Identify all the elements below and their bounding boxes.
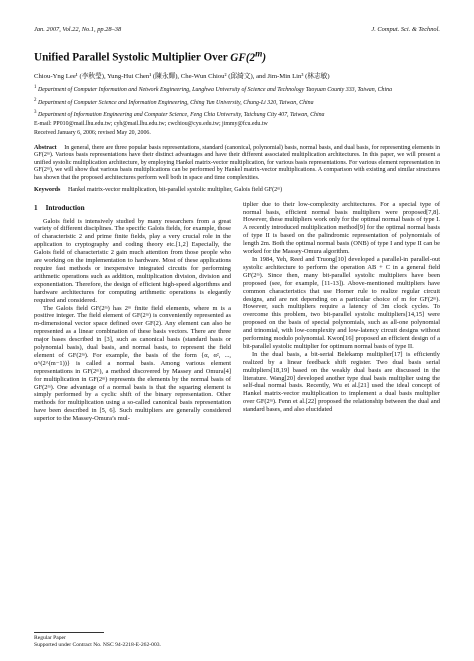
abstract-text: In general, there are three popular basis representations, standard (canonical, polynomial) basis, normal basis, and dual basis, for representing elements in GF(2ᵐ). Various basis representations have their distinct advantages and have their different associated multiplication architectures. In this paper, we will present a unified systolic multiplication architecture, by employing Hankel matrix-vector multiplication, for various basis representations. For various element representation in GF(2ᵐ), we will show that various basis multiplications can be performed by Hankel matrix-vector multiplications. A comparison with existing and similar structures has shown that the proposed architectures perform well both in space and time complexities. — [34, 144, 440, 181]
right-column — [243, 201, 440, 423]
running-header — [34, 26, 440, 44]
body-columns — [34, 201, 440, 423]
abstract — [34, 145, 440, 183]
paper-title — [34, 48, 440, 65]
author-list: Chiou-Yng Lee¹ (李秋瑩), Yung-Hui Chen¹ (陳永輝), Che-Wun Chiou² (邱綺文), and Jim-Min Lin³ (林志敏) — [34, 72, 330, 80]
affiliation-1: $^1$ Department of Computer Information and Network Engineering, Lunghwa University of Science and Technology Taoyuan County 333, Taiwan, China — [34, 85, 393, 94]
abstract-label: Abstract — [34, 144, 57, 151]
body-paragraph: The Galois field GF(2ᵐ) has 2ᵐ finite field elements, where m is a positive integer. The field element of GF(2ᵐ) is conveniently represented as m-dimensional vector space defined over GF(2). Any element can also be represented as a linear combination of these basis vectors. There are three major bases described in [3], such as canonical basis (standard basis or polynomial basis), dual basis, and normal basis, to represent the field element of GF(2ᵐ). For example, the basis of the form {α, α², ..., α^(2^(m−1))} is called a normal basis. Among various element representations in GF(2ᵐ), a method discovered by Massey and Omura[4] for multiplication in GF(2ᵐ) represents the elements by the normal basis of GF(2ᵐ). One advantage of a normal basis is that the squaring element is simply performed by a cyclic shift of the binary representation. Other methods for multiplication using a so-called canonical basis representation have been described in [5, 6]. Such multipliers are generally considered superior to the Massey-Omura’s mul- — [34, 304, 231, 423]
title-text: Unified Parallel Systolic Multiplier Over — [34, 51, 228, 64]
body-paragraph: In 1984, Yeh, Reed and Truong[10] developed a parallel-in parallel-out systolic architecture to perform the operation AB + C in a general field GF(2ᵐ). Since then, many bit-parallel systolic multipliers have been proposed (see, for example, [11-13]). Above-mentioned multipliers have common characteristics that use Horner rule to realize regular circuit designs, and are not depending on a particular choice of m for GF(2ᵐ). However, such multipliers require a latency of 3m clock cycles. To overcome this problem, two bit-parallel systolic multipliers[14,15] were proposed on the basis of special polynomials, such as all-one polynomial and trinomial, with low-complexity and low-latency circuit designs without performing modulo polynomial. Kwon[16] proposed an efficient design of a bit-parallel systolic multiplier for optimum normal basis of type II. — [243, 255, 440, 350]
received-dates: Received January 6, 2006; revised May 20, 2006. — [34, 130, 151, 137]
footnote-rule — [34, 632, 104, 633]
section-heading: 1 Introduction — [34, 203, 85, 212]
body-paragraph: tiplier due to their low-complexity architectures. For a special type of normal basis, efficient normal basis multipliers were proposed[7,8]. However, these multipliers work only for the optimal normal basis of type I. A recently introduced multiplication method[9] for the optimal normal basis of type II is based on the palindromic representation of polynomials of length 2m. Both the optimal normal basis (ONB) of type I and type II can be worked for the Massey-Omura algorithm. — [243, 200, 440, 256]
author-emails: E-mail: PP010@mail.lhu.edu.tw; cyh@mail.lhu.edu.tw; cwchiou@cyu.edu.tw; jimmy@fcu.edu.tw — [34, 121, 268, 128]
affiliation-2: $^2$ Department of Computer Science and Information Engineering, Ching Yun University, Chung-Li 320, Taiwan, China — [34, 97, 314, 106]
left-column — [34, 201, 231, 423]
body-paragraph: In the dual basis, a bit-serial Belekamp multiplier[17] is efficiently realized by a linear feedback shift register. Two dual basis serial multipliers[18,19] based on the weakly dual basis are discussed in the literature. Wang[20] developed another type dual basis multiplier using the self-dual normal basis. Recently, Wu et al.[21] used the ideal concept of Hankel matrix-vector multiplication to implement a dual basis multiplier over GF(2ᵐ). Fenn et al.[22] proposed the relationship between the dual and standard bases, and also elucidated — [243, 350, 440, 414]
keywords-text: Hankel matrix-vector multiplication, bit-parallel systolic multiplier, Galois field GF(2ᵐ) — [67, 187, 283, 194]
footnote-paper-type: Regular Paper — [34, 635, 66, 641]
keywords — [34, 187, 440, 195]
footnote — [34, 632, 231, 649]
body-paragraph: Galois field is intensively studied by many researchers from a great variety of different disciplines. The specific Galois fields, for example, those of characteristic 2 and prime finite fields, play a very crucial role in the application to cryptography and coding theory etc.[1,2] Especially, the Galois field of characteristic 2 gain much attention from those people who are working on the implementation to hardware. Most of these applications require fast methods or inexpensive integrated circuits for performing arithmetic operations such as addition, multiplication division, division and exponentiation. Therefore, the design of efficient high-speed algorithms and hardware architectures for computing arithmetic operations is elegantly required and considered. — [34, 217, 231, 304]
keywords-label: Keywords — [34, 187, 61, 194]
title-field: GF(2$^m$) — [230, 49, 267, 64]
header-journal: J. Comput. Sci. & Technol. — [371, 26, 440, 33]
affiliation-3: $^3$ Department of Information Engineering and Computer Science, Feng Chia University, Taichung City 407, Taiwan, China — [34, 109, 325, 118]
header-citation: Jan. 2007, Vol.22, No.1, pp.28–38 — [34, 26, 122, 33]
footnote-funding: Supported under Contract No. NSC 94-2218-E-262-003. — [34, 642, 161, 648]
